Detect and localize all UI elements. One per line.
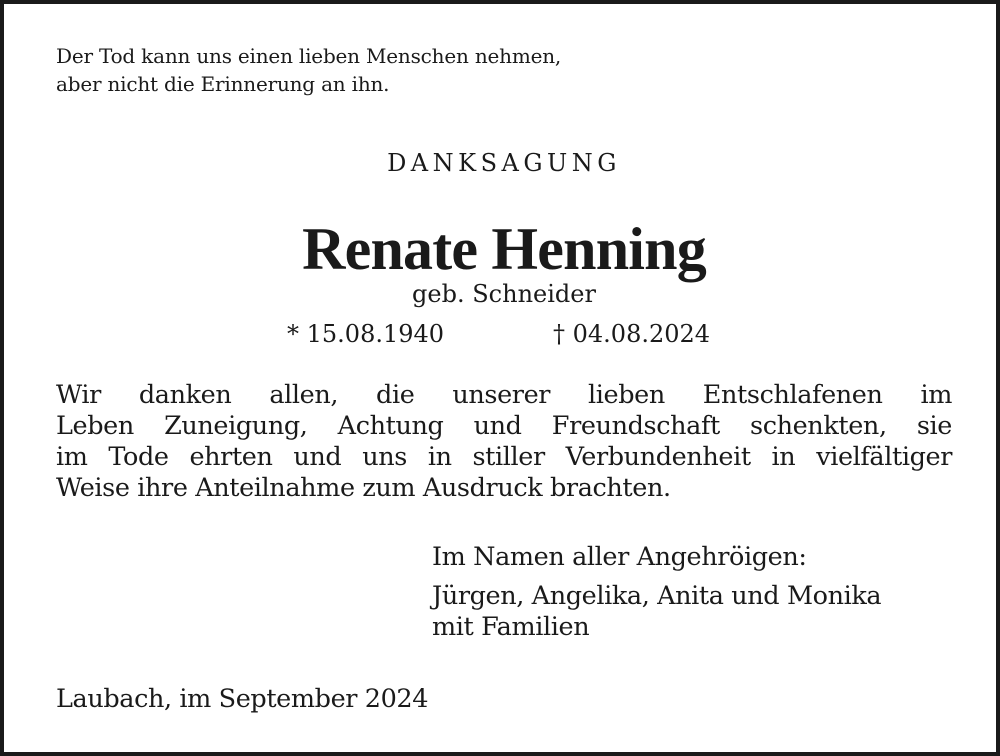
signature-intro: Im Namen aller Angehröigen: [432, 542, 807, 572]
deceased-name: Renate Henning [302, 216, 706, 282]
message-line: Leben Zuneigung, Achtung und Freundschaft schenkten, sie [56, 411, 952, 441]
quote-line-2: aber nicht die Erinnerung an ihn. [56, 72, 390, 96]
birth-date: * 15.08.1940 [287, 320, 445, 348]
opening-quote [56, 42, 561, 98]
death-date: † 04.08.2024 [553, 320, 711, 348]
notice-heading: DANKSAGUNG [387, 149, 621, 177]
quote-line-1: Der Tod kann uns einen lieben Menschen nehmen, [56, 44, 562, 68]
message-line: im Tode ehrten und uns in stiller Verbundenheit in vielfältiger [56, 442, 952, 472]
message-line: Wir danken allen, die unserer lieben Entschlafenen im [56, 380, 952, 410]
maiden-name: geb. Schneider [412, 280, 596, 308]
place-and-date: Laubach, im September 2024 [56, 684, 429, 714]
family-signature [432, 542, 881, 643]
thank-you-message [56, 380, 952, 504]
family-names: Jürgen, Angelika, Anita und Monika [432, 581, 882, 611]
message-line: Weise ihre Anteilnahme zum Ausdruck brachten. [56, 473, 671, 503]
family-names-continued: mit Familien [432, 612, 590, 642]
